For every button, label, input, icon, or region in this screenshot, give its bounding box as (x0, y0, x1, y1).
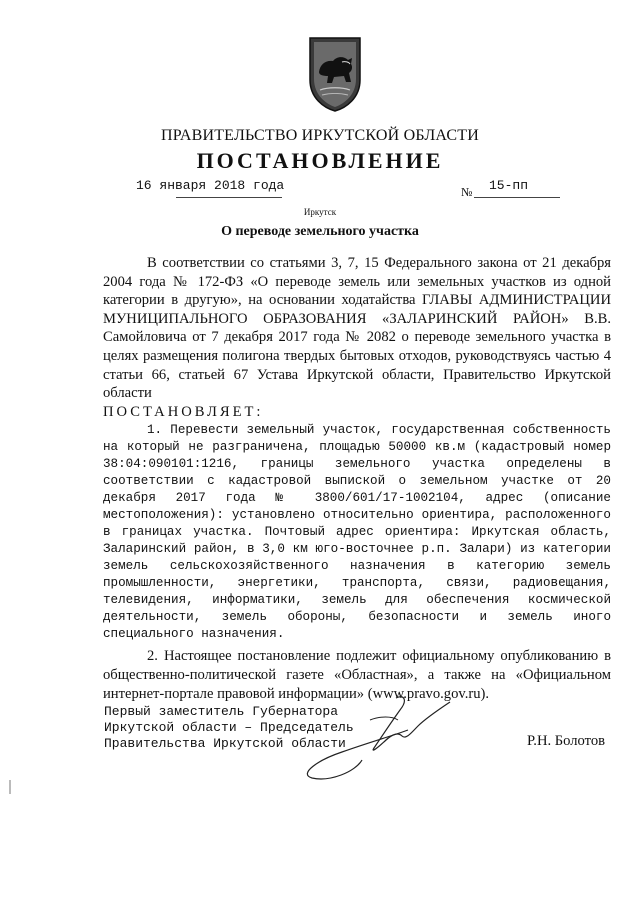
signatory-title-line: Иркутской области – Председатель (104, 720, 354, 735)
document-number: 15-пп (489, 178, 529, 193)
document-type: ПОСТАНОВЛЕНИЕ (196, 148, 444, 173)
number-sign: № (461, 185, 473, 199)
document-subject: О переводе земельного участка (221, 224, 419, 239)
government-name: ПРАВИТЕЛЬСТВО ИРКУТСКОЙ ОБЛАСТИ (161, 127, 479, 144)
handwritten-signature (300, 690, 470, 790)
document-body (103, 254, 611, 703)
preamble-paragraph: В соответствии со статьями 3, 7, 15 Федерального закона от 21 декабря 2004 года № 172-ФЗ «О переводе земель или земельных участков из одной категории в другую», на основании ходатайства ГЛАВЫ АДМИНИСТРАЦИИ МУНИЦИПАЛЬНОГО ОБРАЗОВАНИЯ «ЗАЛАРИНСКИЙ РАЙОН» В.В. Самойловича от 7 декабря 2017 года № 2082 о переводе земельного участка в целях размещения полигона твердых бытовых отходов, руководствуясь частью 4 статьи 66, статьей 67 Устава Иркутской области, Правительство Иркутской области (103, 255, 611, 402)
margin-mark (9, 780, 11, 794)
document-date: 16 января 2018 года (136, 178, 285, 193)
signatory-title-line: Первый заместитель Губернатора (104, 704, 339, 719)
number-underline (474, 197, 560, 198)
item-2-paragraph: 2. Настоящее постановление подлежит официальному опубликованию в общественно-политической газете «Областная», а также на «Официальном интернет-портале правовой информации» (www.pravo.gov.ru). (103, 648, 611, 702)
signer-name: Р.Н. Болотов (527, 733, 606, 749)
city: Иркутск (303, 207, 337, 217)
coat-of-arms-icon (306, 36, 364, 112)
signatory-title-line: Правительства Иркутской области (104, 736, 346, 751)
item-1-paragraph: 1. Перевести земельный участок, государственная собственность на который не разграничена, площадью 50000 кв.м (кадастровый номер 38:04:090101:1216, границы земельного участка определены в соответствии с кадастровой выпиской о земельном участке от 20 декабря 2017 года № 3800/601/17-1002104, адрес (описание местоположения): установлено относительно ориентира, расположенного в границах участка. Почтовый адрес ориентира: Иркутская область, Заларинский район, в 3,0 км юго-восточнее р.п. Залари) из категории земель сельскохозяйственного назначения в категорию земель промышленности, энергетики, транспорта, связи, радиовещания, телевидения, информатики, земель для обеспечения космической деятельности, земель обороны, безопасности и земель иного специального назначения. (103, 423, 611, 642)
resolves-heading: ПОСТАНОВЛЯЕТ: (103, 403, 264, 420)
date-underline (176, 197, 282, 198)
